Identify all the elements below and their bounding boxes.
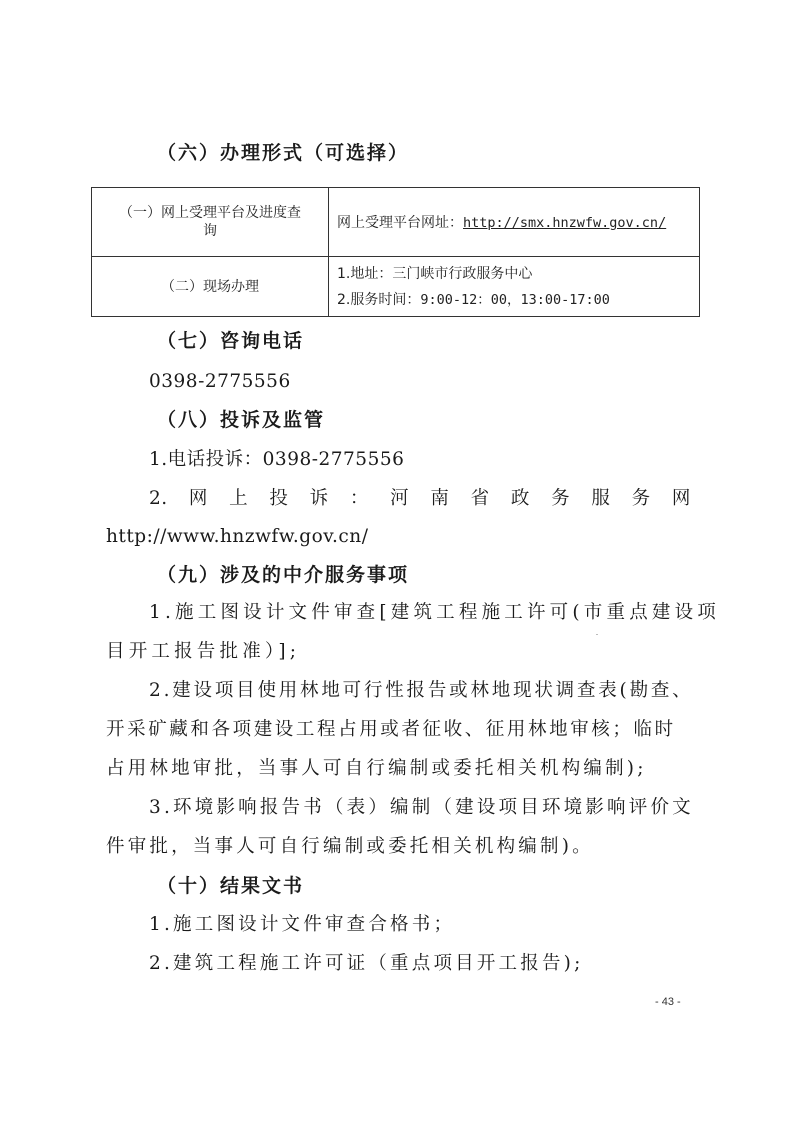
complaint-url[interactable]: http://www.hnzwfw.gov.cn/ [106,526,369,547]
table-cell-content [329,188,700,257]
char: 务 [631,488,651,509]
char: 服 [591,488,611,509]
address-prefix: 1.地址： [337,265,393,282]
url-label: 网上受理平台网址： [337,215,463,231]
intermediary-item-3-line-2: 件审批，当事人可自行编制或委托相关机构编制)。 [106,836,594,857]
intermediary-item-3-line-1: 3.环境影响报告书（表）编制（建设项目环境影响评价文 [149,797,694,818]
intermediary-item-1-line-1: 1.施工图设计文件审查[建筑工程施工许可(市重点建设项 [149,602,720,623]
service-hours-line [337,287,691,313]
char: ： [349,488,369,509]
label-line-1: （一）网上受理平台及进度查 [119,205,301,221]
section-heading-7: （七）咨询电话 [157,330,305,352]
char: 投 [269,488,289,509]
table-cell-label [92,188,329,257]
hours-prefix: 2.服务时间： [337,291,421,308]
char: 诉 [309,488,329,509]
table-row [92,188,700,257]
result-document-2: 2.建筑工程施工许可证（重点项目开工报告); [149,953,584,974]
online-platform-link[interactable]: http://smx.hnzwfw.gov.cn/ [463,215,667,231]
section-heading-9: （九）涉及的中介服务事项 [157,564,410,586]
char: 网 [671,488,691,509]
handling-methods-table [91,187,700,317]
result-document-1: 1.施工图设计文件审查合格书； [149,914,456,935]
table-cell-content [329,257,700,317]
online-complaint-line [149,487,691,511]
complaint-phone: 1.电话投诉：0398-2775556 [149,449,405,470]
scan-artifact [596,634,598,635]
section-heading-10: （十）结果文书 [157,875,305,897]
page-number: - 43 - [655,996,681,1008]
table-cell-label [92,257,329,317]
label-line-2: 询 [203,223,217,239]
char: 政 [510,488,530,509]
intermediary-item-2-line-3: 占用林地审批，当事人可自行编制或委托相关机构编制); [106,758,647,779]
onsite-label: （二）现场办理 [161,278,259,295]
consult-phone: 0398-2775556 [149,371,291,392]
char: 上 [229,488,249,509]
intermediary-item-1-line-2: 目开工报告批准）]; [106,641,301,662]
section-heading-8: （八）投诉及监管 [157,409,326,431]
char: 网 [188,488,208,509]
char: 务 [551,488,571,509]
char: 南 [430,488,450,509]
table-row [92,257,700,317]
address-line [337,261,691,287]
char: 河 [390,488,410,509]
intermediary-item-2-line-2: 开采矿藏和各项建设工程占用或者征收、征用林地审核；临时 [106,719,676,740]
intermediary-item-2-line-1: 2.建设项目使用林地可行性报告或林地现状调查表(勘查、 [149,680,694,701]
address-value: 三门峡市行政服务中心 [392,265,533,282]
char: 省 [470,488,490,509]
char: 2. [149,488,168,509]
section-heading-6: （六）办理形式（可选择） [157,142,410,164]
hours-value: 9:00-12：00，13:00-17:00 [420,291,610,308]
